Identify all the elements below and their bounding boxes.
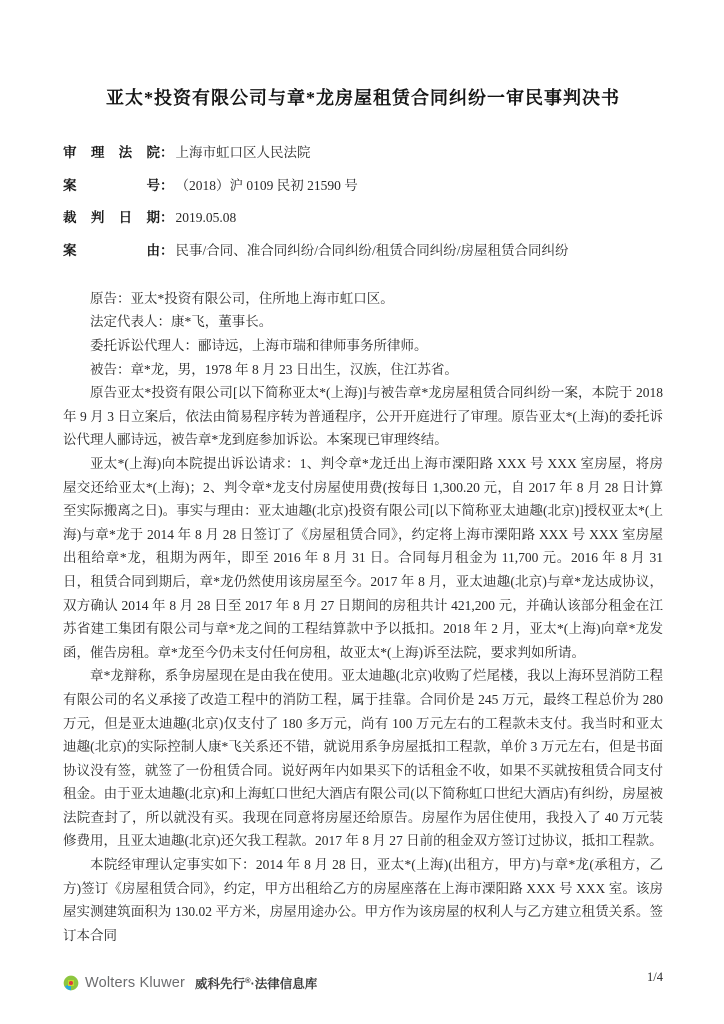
meta-colon: ： (160, 243, 174, 259)
meta-value-case-number: （2018）沪 0109 民初 21590 号 (175, 177, 358, 193)
meta-label-court: 审 理 法 院 (63, 145, 160, 160)
paragraph-party-defendant: 被告：章*龙，男，1978 年 8 月 23 日出生，汉族，住江苏省。 (90, 361, 458, 377)
meta-label-case-number: 案 号 (63, 177, 160, 193)
paragraph-plaintiff-claims: 亚太*(上海)向本院提出诉讼请求：1、判令章*龙迁出上海市溧阳路 XXX 号 XXX 室房屋，将房屋交还给亚太*(上海)；2、判令章*龙支付房屋使用费(按每日 1,300.20 元，自 2017 年 8 月 28 日计算至实际搬离之日)。事实与理由：亚太迪趣(北京)投资有限公司[以下简称亚太迪趣(北京)]授权亚太*(上海)与章*龙于 2014 年 8 月 28 日签订了《房屋租赁合同》，约定将上海市溧阳路 XXX 号 XXX 室房屋出租给章*龙，租期为两年，即至 2016 年 8 月 31 日。合同每月租金为 11,700 元。2016 年 8 月 31 日，租赁合同到期后，章*龙仍然使用该房屋至今。2017 年 8 月，亚太迪趣(北京)与章*龙达成协议，双方确认 2014 年 8 月 28 日至 2017 年 8 月 27 日期间的房租共计 421,200 元，并确认该部分租金在江苏省建工集团有限公司与章*龙之间的工程结算款中予以抵扣。2018 年 2 月，亚太*(上海)向章*龙发函，催告房租。章*龙至今仍未支付任何房租，故亚太*(上海)诉至法院，要求判如所请。 (63, 455, 663, 660)
meta-row-judgment-date (63, 202, 663, 235)
product-suffix-text: ·法律信息库 (250, 977, 318, 991)
paragraph-party-plaintiff: 原告：亚太*投资有限公司，住所地上海市虹口区。 (90, 290, 394, 306)
page-number: 1/4 (647, 970, 663, 984)
product-name-text: 威科先行 (195, 977, 246, 991)
case-meta (63, 137, 663, 268)
meta-colon: ： (160, 177, 174, 193)
meta-colon: ： (160, 210, 174, 226)
meta-colon: ： (160, 145, 174, 160)
meta-value-court: 上海市虹口区人民法院 (175, 145, 311, 160)
page-title: 亚太*投资有限公司与章*龙房屋租赁合同纠纷一审民事判决书 (106, 88, 620, 108)
brand-area (63, 974, 317, 992)
registered-mark: ® (245, 975, 251, 985)
meta-label-judgment-date: 裁 判 日 期 (63, 210, 160, 226)
paragraph-attorney: 委托诉讼代理人：郦诗远，上海市瑞和律师事务所律师。 (90, 338, 428, 353)
meta-value-judgment-date: 2019.05.08 (175, 210, 237, 226)
meta-value-cause-of-action: 民事/合同、准合同纠纷/合同纠纷/租赁合同纠纷/房屋租赁合同纠纷 (175, 243, 569, 259)
meta-row-cause-of-action (63, 235, 663, 268)
meta-row-court (63, 137, 663, 170)
meta-label-cause-of-action: 案 由 (63, 243, 160, 259)
product-name (195, 974, 317, 992)
meta-row-case-number (63, 170, 663, 203)
paragraph-court-findings: 本院经审理认定事实如下：2014 年 8 月 28 日，亚太*(上海)(出租方，甲方)与章*龙(承租方，乙方)签订《房屋租赁合同》，约定，甲方出租给乙方的房屋座落在上海市溧阳路 XXX 号 XXX 室。该房屋实测建筑面积为 130.02 平方米，房屋用途办公。甲方作为该房屋的权利人与乙方建立租赁关系。签订本合同 (63, 857, 663, 943)
document-body (63, 287, 663, 948)
page-footer (63, 970, 663, 992)
paragraph-defendant-defense: 章*龙辩称，系争房屋现在是由我在使用。亚太迪趣(北京)收购了烂尾楼，我以上海环昱消防工程有限公司的名义承接了改造工程中的消防工程，属于挂靠。合同价是 245 万元，最终工程总价为 280 万元，但是亚太迪趣(北京)仅支付了 180 多万元，尚有 100 万元左右的工程款未支付。我当时和亚太迪趣(北京)的实际控制人康*飞关系还不错，就说用系争房屋抵扣工程款，单价 3 万元左右，但是书面协议没有签，就签了一份租赁合同。说好两年内如果买下的话租金不收，如果不买就按租赁合同支付租金。由于亚太迪趣(北京)和上海虹口世纪大酒店有限公司(以下简称虹口世纪大酒店)有纠纷，房屋被法院查封了，所以就没有买。我现在同意将房屋还给原告。房屋作为居住使用，我投入了 40 万元装修费用，且亚太迪趣(北京)还欠我工程款。2017 年 8 月 27 日前的租金双方签订过协议，抵扣工程款。 (63, 668, 663, 849)
paragraph-case-procedure: 原告亚太*投资有限公司[以下简称亚太*(上海)]与被告章*龙房屋租赁合同纠纷一案，本院于 2018 年 9 月 3 日立案后，依法由简易程序转为普通程序，公开开庭进行了审理。原告亚太*(上海)的委托诉讼代理人郦诗远，被告章*龙到庭参加诉讼。本案现已审理终结。 (63, 385, 663, 448)
brand-name: Wolters Kluwer (85, 975, 186, 991)
paragraph-legal-representative: 法定代表人：康*飞，董事长。 (90, 314, 273, 330)
wolters-kluwer-logo-icon (63, 975, 79, 991)
